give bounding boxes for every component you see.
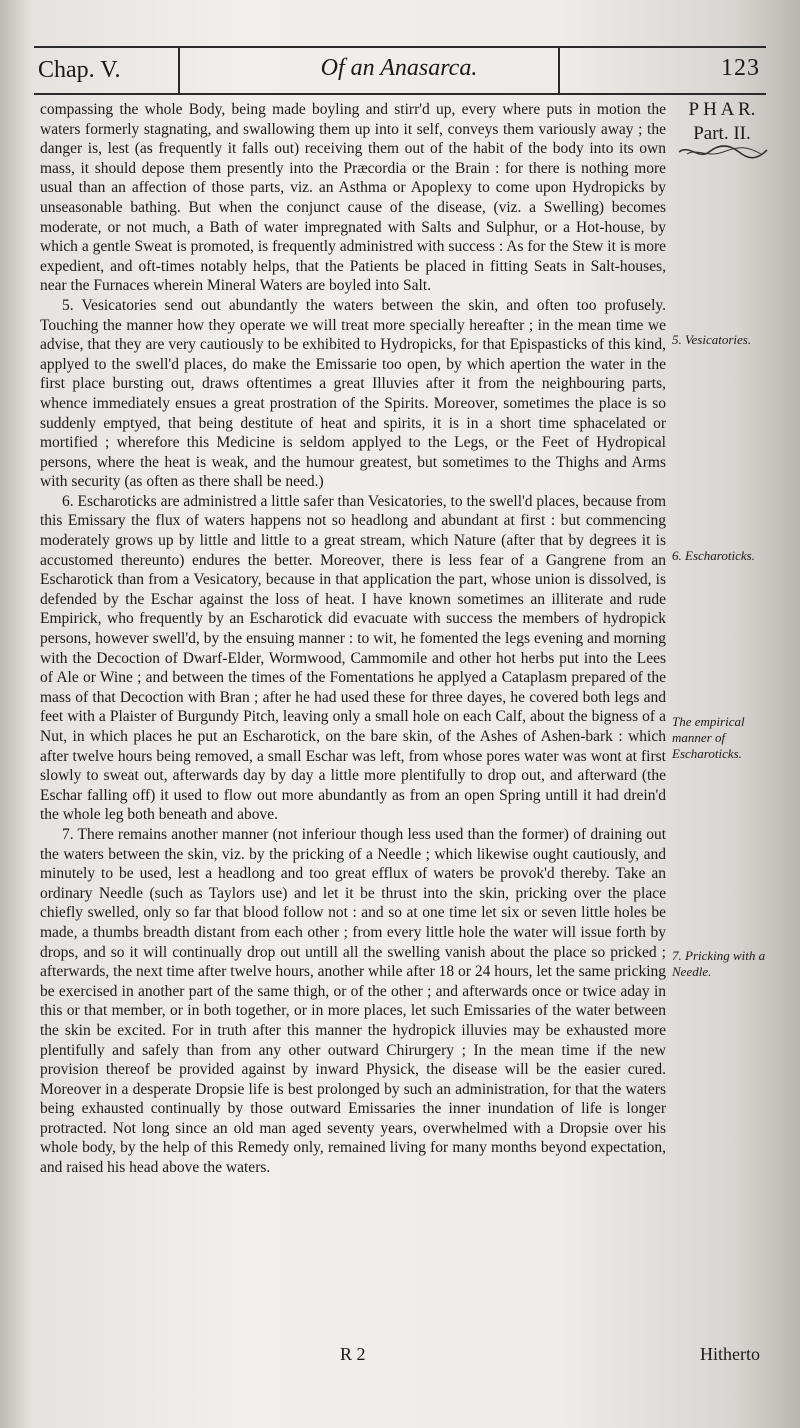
header-top-rule <box>34 46 766 48</box>
part-label <box>672 98 772 146</box>
signature-mark: R 2 <box>340 1344 366 1364</box>
margin-note-empirical: The empirical manner of Escharoticks. <box>672 714 745 761</box>
paragraph-pricking: 7. There remains another manner (not inferiour though less used than the former) of draining out the waters between the skin, viz. by the pricking of a Needle ; which likewise ought cautiously, and minutely to be used, lest a headlong and too great efflux of waters be provok'd thereby. Take an ordinary Needle (such as Taylors use) and let it be thrust into the skin, pricking over the place chiefly swelled, only so far that blood follow not : and so at one time let six or seven little holes be made, a thumbs breadth distant from each other ; from every little hole the water will issue forth by drops, and so it will continually drop out untill all the swelling vanish about the place so pricked ; afterwards, the next time after twelve hours, another while after 18 or 24 hours, let the same pricking be exercised in another part of the same thigh, or of the other ; and afterwards once or twice aday in this or that member, or in both together, or in more places, let such Emissaries of the water between the skin be excited. For in truth after this manner the hydropick illuvies may be exhausted more plentifully and safely than from any other outward Chirurgery ; In the mean time if the new provision thereof be provided against by inward Physick, the disease will be the easier cured. Moreover in a desperate Dropsie life is best prolonged by such an administration, for that the waters being exhausted continually by those outward Emissaries the inner inundation of life is longer protracted. Not long since an old man aged seventy years, overwhelmed with a Dropsie over his whole body, by the help of this Remedy only, remained living for many months beyond expectation, and raised his head above the waters. <box>40 825 666 1177</box>
page-number: 123 <box>721 55 760 81</box>
part-label-line1: P H A R. <box>688 99 756 120</box>
margin-note-vesicatories: 5. Vesicatories. <box>672 332 752 347</box>
running-header <box>38 55 760 89</box>
bleed-through-text <box>678 170 768 184</box>
page-footer <box>40 1344 760 1374</box>
catchword: Hitherto <box>700 1344 760 1364</box>
ornament-flourish-icon <box>677 142 769 162</box>
header-bottom-rule <box>34 93 766 95</box>
paragraph-vesicatories: 5. Vesicatories send out abundantly the waters between the skin, and often too profusely. Touching the manner how they operate we will treat more specially hereafter ; in the mean time we advise, that they are very cautiously to be exhibited to Hydropicks, for that Epispasticks of this kind, applyed to the swell'd places, do make the Emissarie too open, by which apertion the water in the first place bursting out, draws oftentimes a great Illuvies after it from the neighbouring parts, whence immediately ensues a great prostration of the Spirits. Moreover, sometimes the place is so suddenly emptyed, that being destitute of heat and spirits, it is in a short time sphacelated or mortified ; wherefore this Medicine is seldom applyed to the Legs, or the Feet of Hydropical persons, where the heat is weak, and the humour greatest, but sometimes to the Thighs and Arms with security (as often as there shall be need.) <box>40 296 666 491</box>
main-text <box>40 100 666 1178</box>
chapter-label: Chap. V. <box>38 57 121 83</box>
margin-note-escharoticks: 6. Escharoticks. <box>672 548 755 563</box>
running-title: Of an Anasarca. <box>320 55 478 81</box>
part-label-line2: Part. II. <box>693 123 751 144</box>
paragraph-escharoticks: 6. Escharoticks are administred a little safer than Vesicatories, to the swell'd places, because from this Emissary the flux of waters happens not so headlong and abundant at first : but commencing moderately grows up by little and little to a great stream, which Nature (after that by degrees it is accustomed thereunto) endures the better. Moreover, there is less fear of a Gangrene from an Escharotick than from a Vesicatory, because in that application the part, whose union is dissolved, is defended by the Eschar against the loss of heat. I have known sometimes an illiterate and rude Empirick, who frequently by an Escharotick did evacuate with success the members of hydropick persons, however swell'd, by the ensuing manner : to wit, he fomented the legs evening and morning with the Decoction of Dwarf-Elder, Wormwood, Cammomile and other hot herbs put into the Lees of Ale or Wine ; and between the times of the Fomentations he applyed a Cataplasm prepared of the mass of that Decoction with Bran ; after he had used these for three dayes, he covered both legs and feet with a Plaister of Burgundy Pitch, leaving only a small hole on each Calf, about the bigness of a Nut, in which places he put an Escharotick, on the bare skin, of the Ashes of Ashen-bark : which after twelve hours being removed, a small Eschar was left, from whose pores water was wont at first slowly to sweat out, afterwards day by day a little more plentifully to drop out, and afterward (the Eschar falling off) it used to flow out more abundantly as from an open Spring untill it had drein'd the whole leg both beneath and above. <box>40 492 666 824</box>
paragraph-continued: compassing the whole Body, being made boyling and stirr'd up, every where puts in motion the waters formerly stagnating, and swallowing them up into it self, conveys them variously away ; the danger is, lest (as frequently it falls out) receiving them out of the habit of the body into its own mass, it should depose them presently into the Præcordia or the Brain : for there is nothing more usual than an affection of those parts, viz. an Asthma or Apoplexy to come upon Hydropicks by unseasonable bathing. But when the conjunct cause of the disease, (viz. a Swelling) becomes moderate, or not much, a Bath of water impregnated with Salts and Sulphur, or a Hot-house, by which a gentle Sweat is promoted, is frequently administred with success : As for the Stew it is more expedient, and oft-times notably helps, that the Patients be placed in fitting Seats in Salt-houses, near the Furnaces wherein Mineral Waters are boyled into Salt. <box>40 101 666 295</box>
margin-note-pricking: 7. Pricking with a Needle. <box>672 948 766 979</box>
